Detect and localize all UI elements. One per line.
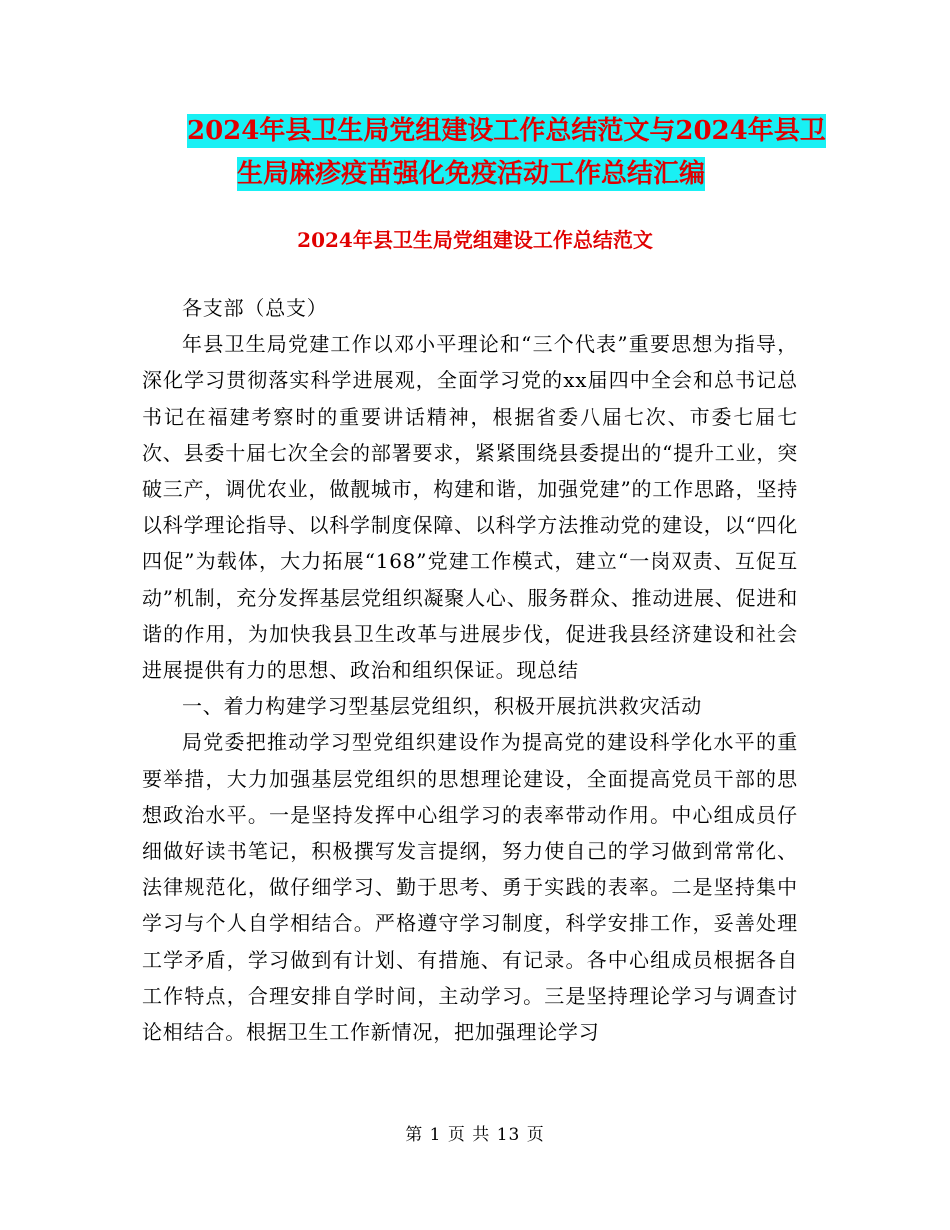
paragraph-salutation: 各支部（总支） bbox=[182, 296, 328, 320]
title-line-2-text: 生局麻疹疫苗强化免疫活动工作总结汇编 bbox=[237, 159, 706, 189]
paragraph-heading-1: 一、着力构建学习型基层党组织，积极开展抗洪救灾活动 bbox=[182, 694, 702, 719]
document-title-line-2 bbox=[0, 157, 950, 191]
paragraph-intro: 年县卫生局党建工作以邓小平理论和“三个代表”重要思想为指导，深化学习贯彻落实科学进展观，全面学习党的xx届四中全会和总书记总书记在福建考察时的重要讲话精神，根据省委八届七次、市委七届七次、县委十届七次全会的部署要求，紧紧围绕县委提出的“提升工业，突破三产，调优农业，做靓城市，构建和谐，加强党建”的工作思路，坚持以科学理论指导、以科学制度保障、以科学方法推动党的建设，以“四化四促”为载体，大力拓展“168”党建工作模式，建立“一岗双责、互促互动”机制，充分发挥基层党组织凝聚人心、服务群众、推动进展、促进和谐的作用，为加快我县卫生改革与进展步伐，促进我县经济建设和社会进展提供有力的思想、政治和组织保证。现总结 bbox=[142, 332, 798, 683]
paragraph-body-1: 局党委把推动学习型党组织建设作为提高党的建设科学化水平的重要举措，大力加强基层党组织的思想理论建设，全面提高党员干部的思想政治水平。一是坚持发挥中心组学习的表率带动作用。中心组成员仔细做好读书笔记，积极撰写发言提纲，努力使自己的学习做到常常化、法律规范化，做仔细学习、勤于思考、勇于实践的表率。二是坚持集中学习与个人自学相结合。严格遵守学习制度，科学安排工作，妥善处理工学矛盾，学习做到有计划、有措施、有记录。各中心组成员根据各自工作特点，合理安排自学时间，主动学习。三是坚持理论学习与调查讨论相结合。根据卫生工作新情况，把加强理论学习 bbox=[142, 730, 798, 1045]
document-title-line-1 bbox=[28, 114, 950, 148]
document-body bbox=[142, 290, 798, 1050]
title-line-1-text: 2024年县卫生局党组建设工作总结范文与2024年县卫 bbox=[187, 116, 826, 146]
page-footer: 第 1 页 共 13 页 bbox=[405, 1125, 545, 1145]
section-title: 2024年县卫生局党组建设工作总结范文 bbox=[297, 228, 653, 252]
